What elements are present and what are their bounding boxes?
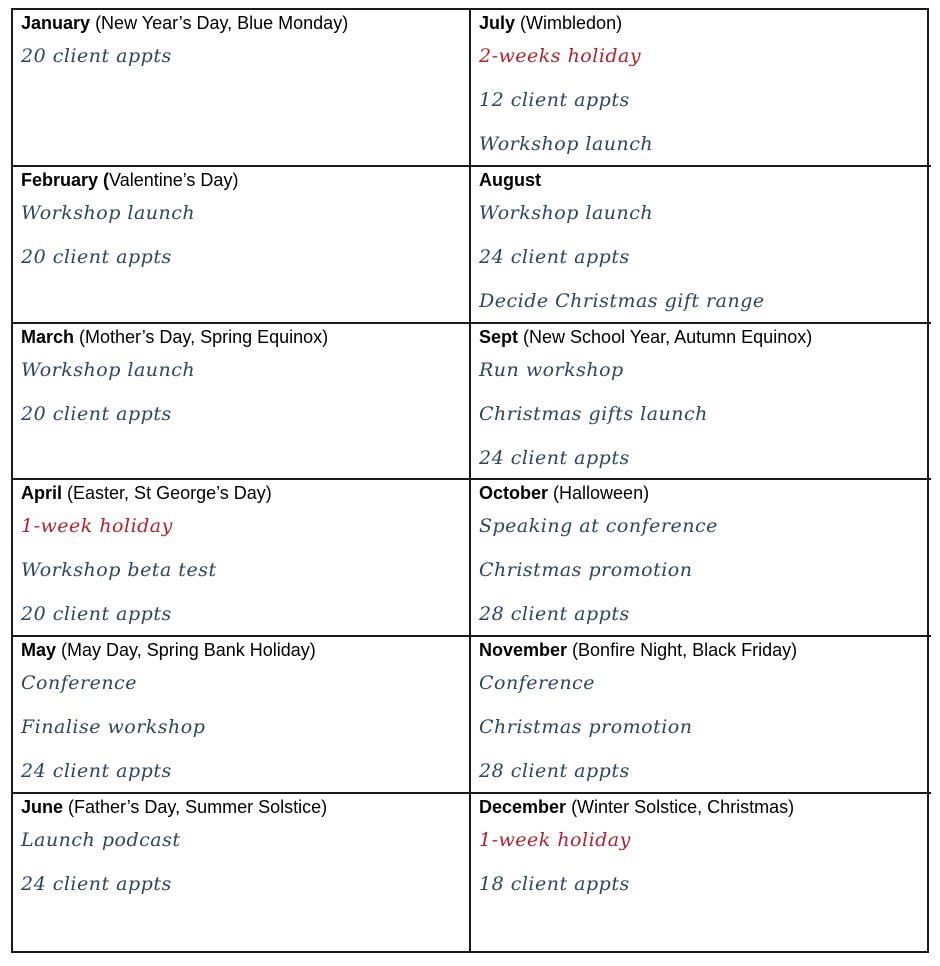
plan-entry: 20 client appts <box>21 245 172 268</box>
month-heading <box>479 12 923 34</box>
holiday-entry: 2-weeks holiday <box>479 45 642 67</box>
plan-entry: 20 client appts <box>21 45 172 67</box>
month-heading <box>479 326 923 348</box>
month-name: Sept <box>479 326 519 347</box>
month-name: August <box>479 169 541 190</box>
month-cell-december <box>471 794 931 951</box>
month-heading <box>21 639 461 661</box>
month-heading <box>21 482 461 504</box>
month-cell-july <box>471 10 931 167</box>
month-cell-october <box>471 480 931 637</box>
month-note: (May Day, Spring Bank Holiday) <box>61 640 316 661</box>
month-name: December <box>479 797 567 818</box>
plan-entry: Workshop launch <box>479 133 654 155</box>
plan-entry: 28 client appts <box>479 760 630 783</box>
plan-entry: Workshop launch <box>21 201 196 224</box>
month-name: June <box>21 797 64 818</box>
month-heading <box>479 169 923 191</box>
plan-entry: Workshop beta test <box>21 559 217 582</box>
month-heading <box>21 169 461 191</box>
plan-entry: Finalise workshop <box>21 716 206 739</box>
plan-entry: Conference <box>479 672 595 695</box>
month-cell-february <box>13 167 471 324</box>
plan-entry: Christmas promotion <box>479 559 693 582</box>
month-name: October <box>479 483 549 504</box>
month-cell-april <box>13 480 471 637</box>
month-heading <box>479 482 923 504</box>
month-heading <box>21 12 461 34</box>
month-name: November <box>479 640 568 661</box>
plan-entry: Workshop launch <box>479 201 654 224</box>
month-cell-january <box>13 10 471 167</box>
month-note: (New Year’s Day, Blue Monday) <box>95 13 349 33</box>
plan-entry: 24 client appts <box>479 245 630 268</box>
plan-entry: Christmas gifts launch <box>479 402 708 425</box>
month-note: (New School Year, Autumn Equinox) <box>523 326 813 347</box>
month-note: (Easter, St George’s Day) <box>67 483 272 504</box>
year-planner-table <box>11 8 929 953</box>
month-cell-august <box>471 167 931 324</box>
month-name: March <box>21 326 75 347</box>
month-name: April <box>21 483 63 504</box>
plan-entry: 18 client appts <box>479 873 630 896</box>
holiday-entry: 1-week holiday <box>479 829 631 852</box>
plan-entry: 24 client appts <box>21 760 172 783</box>
month-note: (Father’s Day, Summer Solstice) <box>68 797 328 818</box>
plan-entry: Workshop launch <box>21 358 196 381</box>
month-cell-november <box>471 637 931 794</box>
month-note: (Bonfire Night, Black Friday) <box>572 640 798 661</box>
plan-entry: Launch podcast <box>21 829 181 852</box>
plan-entry: Decide Christmas gift range <box>479 289 765 312</box>
month-heading <box>21 326 461 348</box>
plan-entry: Speaking at conference <box>479 515 718 538</box>
plan-entry: Run workshop <box>479 358 624 381</box>
month-note: (Winter Solstice, Christmas) <box>571 797 795 818</box>
plan-entry: 20 client appts <box>21 603 172 626</box>
month-heading <box>479 639 923 661</box>
month-cell-september <box>471 324 931 481</box>
month-note: Valentine’s Day) <box>109 169 239 190</box>
plan-entry: 24 client appts <box>479 446 630 469</box>
month-name: July <box>479 13 516 33</box>
month-cell-march <box>13 324 471 481</box>
holiday-entry: 1-week holiday <box>21 515 173 538</box>
month-heading <box>21 796 461 818</box>
month-name: January <box>21 13 91 33</box>
month-note: (Halloween) <box>553 483 650 504</box>
plan-entry: 12 client appts <box>479 89 630 111</box>
plan-entry: Christmas promotion <box>479 716 693 739</box>
month-name: May <box>21 640 57 661</box>
plan-entry: 24 client appts <box>21 873 172 896</box>
month-cell-may <box>13 637 471 794</box>
month-name: February ( <box>21 169 110 190</box>
month-note: (Mother’s Day, Spring Equinox) <box>79 326 329 347</box>
month-note: (Wimbledon) <box>520 13 623 33</box>
month-heading <box>479 796 923 818</box>
plan-entry: 28 client appts <box>479 603 630 626</box>
plan-entry: 20 client appts <box>21 402 172 425</box>
month-cell-june <box>13 794 471 951</box>
plan-entry: Conference <box>21 672 137 695</box>
